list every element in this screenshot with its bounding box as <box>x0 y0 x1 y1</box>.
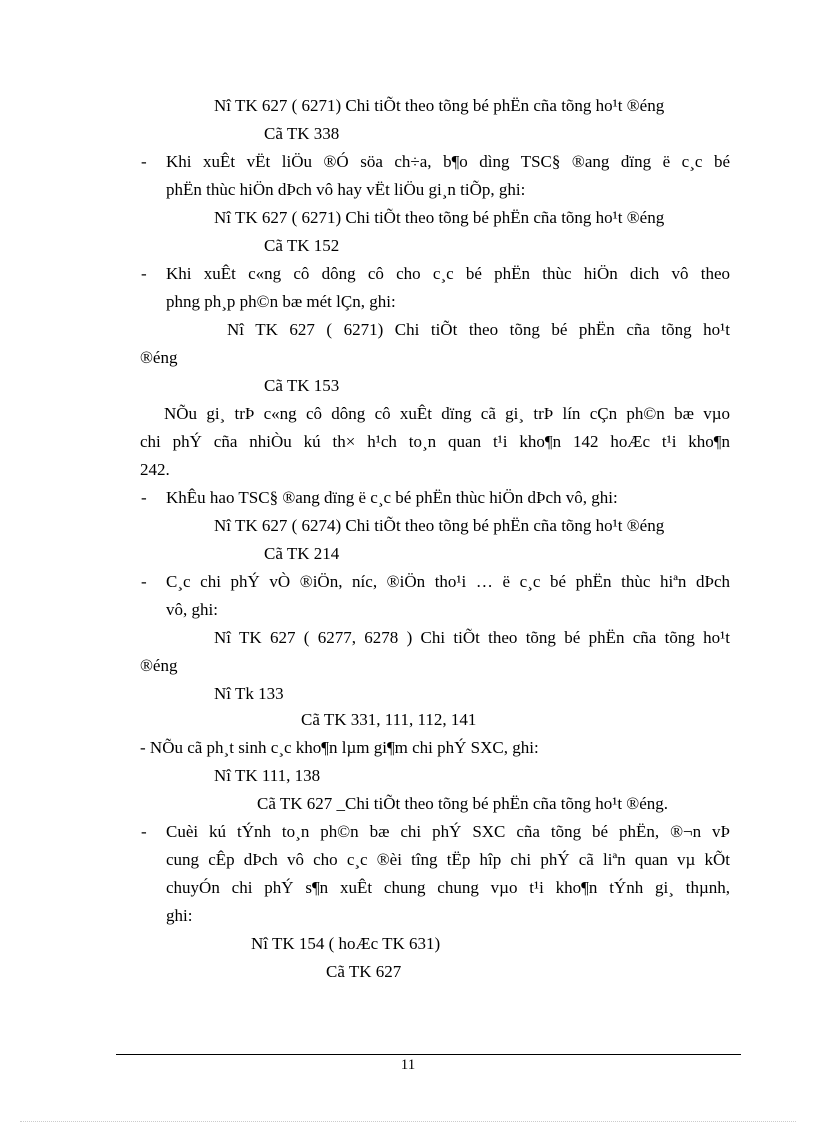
text-line: vô, ghi: <box>166 600 218 619</box>
text-line: Nî TK 627 ( 6271) Chi tiÕt theo tõng bé phËn cña tõng ho¹t ®éng <box>214 208 665 227</box>
text-line: ®éng <box>140 348 178 367</box>
text-line: Cã TK 331, 111, 112, 141 <box>301 710 477 729</box>
page-number: 11 <box>400 1057 416 1073</box>
text-line: KhÊu hao TSC§ ®ang dïng ë c¸c bé phËn thùc hiÖn dÞch vô, ghi: <box>166 488 618 507</box>
text-line: Nî TK 627 ( 6274) Chi tiÕt theo tõng bé phËn cña tõng ho¹t ®éng <box>214 516 665 535</box>
text-line: Nî TK 111, 138 <box>214 766 321 785</box>
page-bottom-border <box>20 1121 796 1122</box>
text-line: Cã TK 152 <box>264 236 340 255</box>
text-line: chuyÓn chi phÝ s¶n xuÊt chung chung vµo t¹i kho¶n tÝnh gi¸ thµnh, <box>166 878 730 897</box>
text-line: Cã TK 627 <box>326 962 402 981</box>
text-line: - NÕu cã ph¸t sinh c¸c kho¶n lµm gi¶m chi phÝ SXC, ghi: <box>140 738 539 757</box>
text-line: Cã TK 153 <box>264 376 340 395</box>
text-line: Cã TK 627 _Chi tiÕt theo tõng bé phËn cña tõng ho¹t ®éng. <box>257 794 669 813</box>
text-line: 242. <box>140 460 170 479</box>
text-line: NÕu gi¸ trÞ c«ng cô dông cô xuÊt dïng cã gi¸ trÞ lín cÇn ph©n bæ vµo <box>164 404 730 423</box>
text-line: ghi: <box>166 906 193 925</box>
bullet-dash: - <box>141 488 147 507</box>
text-line: phËn thùc hiÖn dÞch vô hay vËt liÖu gi¸n tiÕp, ghi: <box>166 180 526 199</box>
text-line: Cuèi kú tÝnh to¸n ph©n bæ chi phÝ SXC cña tõng bé phËn, ®¬n vÞ <box>166 822 730 841</box>
text-line: Nî TK 627 ( 6277, 6278 ) Chi tiÕt theo tõng bé phËn cña tõng ho¹t <box>214 628 730 647</box>
bullet-dash: - <box>141 152 147 171</box>
text-line: Cã TK 214 <box>264 544 340 563</box>
footer-divider <box>116 1054 741 1055</box>
text-line: phng ph¸p ph©n bæ mét lÇn, ghi: <box>166 292 396 311</box>
bullet-dash: - <box>141 572 147 591</box>
text-line: Nî TK 627 ( 6271) Chi tiÕt theo tõng bé phËn cña tõng ho¹t <box>227 320 730 339</box>
text-line: Nî Tk 133 <box>214 684 284 703</box>
text-line: ®éng <box>140 656 178 675</box>
bullet-dash: - <box>141 264 147 283</box>
text-line: C¸c chi phÝ vÒ ®iÖn, níc, ®iÖn tho¹i … ë c¸c bé phËn thùc hiªn dÞch <box>166 572 730 591</box>
text-line: Khi xuÊt vËt liÖu ®Ó söa ch÷a, b¶o dìng TSC§ ®ang dïng ë c¸c bé <box>166 152 730 171</box>
text-line: Cã TK 338 <box>264 124 340 143</box>
text-line: Nî TK 154 ( hoÆc TK 631) <box>251 934 441 953</box>
bullet-dash: - <box>141 822 147 841</box>
text-line: cung cÊp dÞch vô cho c¸c ®èi tîng tËp hîp chi phÝ cã liªn quan vµ kÕt <box>166 850 730 869</box>
text-line: Nî TK 627 ( 6271) Chi tiÕt theo tõng bé phËn cña tõng ho¹t ®éng <box>214 96 665 115</box>
text-line: chi phÝ cña nhiÒu kú th× h¹ch to¸n quan t¹i kho¶n 142 hoÆc t¹i kho¶n <box>140 432 730 451</box>
text-line: Khi xuÊt c«ng cô dông cô cho c¸c bé phËn thùc hiÖn dich vô theo <box>166 264 730 283</box>
